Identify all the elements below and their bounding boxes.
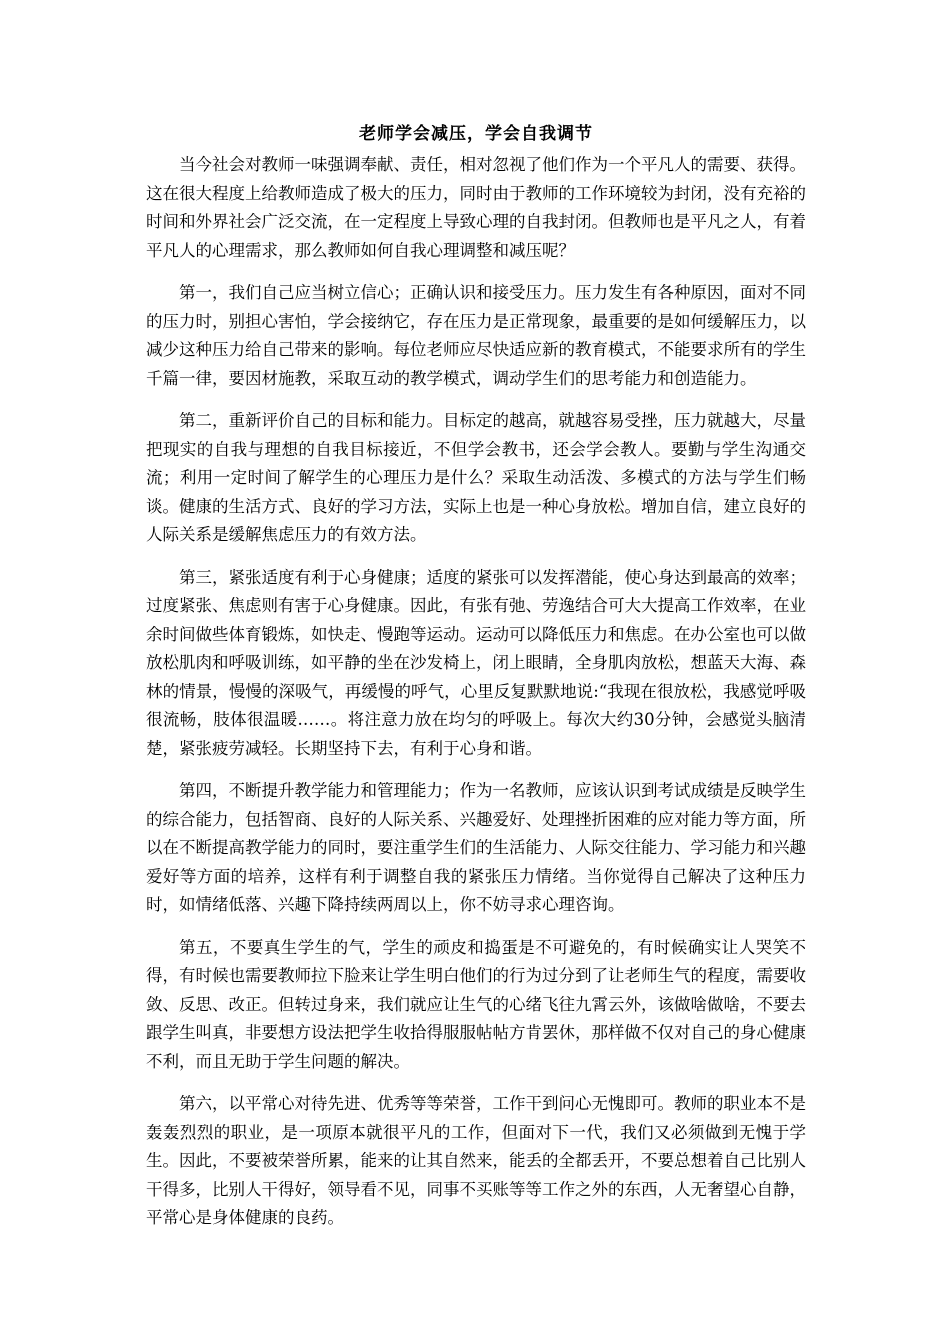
- paragraph-intro: 当今社会对教师一味强调奉献、责任，相对忽视了他们作为一个平凡人的需要、获得。这在很大程度上给教师造成了极大的压力，同时由于教师的工作环境较为封闭，没有充裕的时间和外界社会广泛交流，在一定程度上导致心理的自我封闭。但教师也是平凡之人，有着平凡人的心理需求，那么教师如何自我心理调整和减压呢？: [146, 155, 806, 260]
- paragraph-third-point: 第三，紧张适度有利于心身健康；适度的紧张可以发挥潜能，使心身达到最高的效率；过度紧张、焦虑则有害于心身健康。因此，有张有弛、劳逸结合可大大提高工作效率，在业余时间做些体育锻炼，如快走、慢跑等运动。运动可以降低压力和焦虑。在办公室也可以做放松肌肉和呼吸训练，如平静的坐在沙发椅上，闭上眼睛，全身肌肉放松，想蓝天大海、森林的情景，慢慢的深吸气，再缓慢的呼气，心里反复默默地说:“我现在很放松，我感觉呼吸很流畅，肢体很温暖……。将注意力放在均匀的呼吸上。每次大约30分钟，会感觉头脑清楚，紧张疲劳减轻。长期坚持下去，有利于心身和谐。: [146, 567, 806, 758]
- paragraph-second-point: 第二，重新评价自己的目标和能力。目标定的越高，就越容易受挫，压力就越大，尽量把现实的自我与理想的自我目标接近，不但学会教书，还会学会教人。要勤与学生沟通交流；利用一定时间了解学生的心理压力是什么？采取生动活泼、多模式的方法与学生们畅谈。健康的生活方式、良好的学习方法，实际上也是一种心身放松。增加自信，建立良好的人际关系是缓解焦虑压力的有效方法。: [146, 411, 806, 544]
- paragraph-first-point: 第一，我们自己应当树立信心；正确认识和接受压力。压力发生有各种原因，面对不同的压力时，别担心害怕，学会接纳它，存在压力是正常现象，最重要的是如何缓解压力，以减少这种压力给自己带来的影响。每位老师应尽快适应新的教育模式，不能要求所有的学生千篇一律，要因材施教，采取互动的教学模式，调动学生们的思考能力和创造能力。: [146, 283, 806, 388]
- paragraph-sixth-point: 第六，以平常心对待先进、优秀等等荣誉，工作干到问心无愧即可。教师的职业本不是轰轰烈烈的职业，是一项原本就很平凡的工作，但面对下一代，我们又必须做到无愧于学生。因此，不要被荣誉所累，能来的让其自然来，能丢的全都丢开，不要总想着自己比别人干得多，比别人干得好，领导看不见，同事不买账等等工作之外的东西，人无奢望心自静，平常心是身体健康的良药。: [146, 1094, 806, 1227]
- paragraph-fourth-point: 第四，不断提升教学能力和管理能力；作为一名教师，应该认识到考试成绩是反映学生的综合能力，包括智商、良好的人际关系、兴趣爱好、处理挫折困难的应对能力等方面，所以在不断提高教学能力的同时，要注重学生们的生活能力、人际交往能力、学习能力和兴趣爱好等方面的培养，这样有利于调整自我的紧张压力情绪。当你觉得自己解决了这种压力时，如情绪低落、兴趣下降持续两周以上，你不妨寻求心理咨询。: [146, 781, 806, 914]
- paragraph-fifth-point: 第五，不要真生学生的气，学生的顽皮和捣蛋是不可避免的，有时候确实让人哭笑不得，有时候也需要教师拉下脸来让学生明白他们的行为过分到了让老师生气的程度，需要收敛、反思、改正。但转过身来，我们就应让生气的心绪飞往九霄云外，该做啥做啥，不要去跟学生叫真，非要想方设法把学生收拾得服服帖帖方肯罢休，那样做不仅对自己的身心健康不利，而且无助于学生问题的解决。: [146, 937, 806, 1071]
- document-page: [146, 120, 806, 1247]
- document-title: 老师学会减压，学会自我调节: [359, 124, 593, 144]
